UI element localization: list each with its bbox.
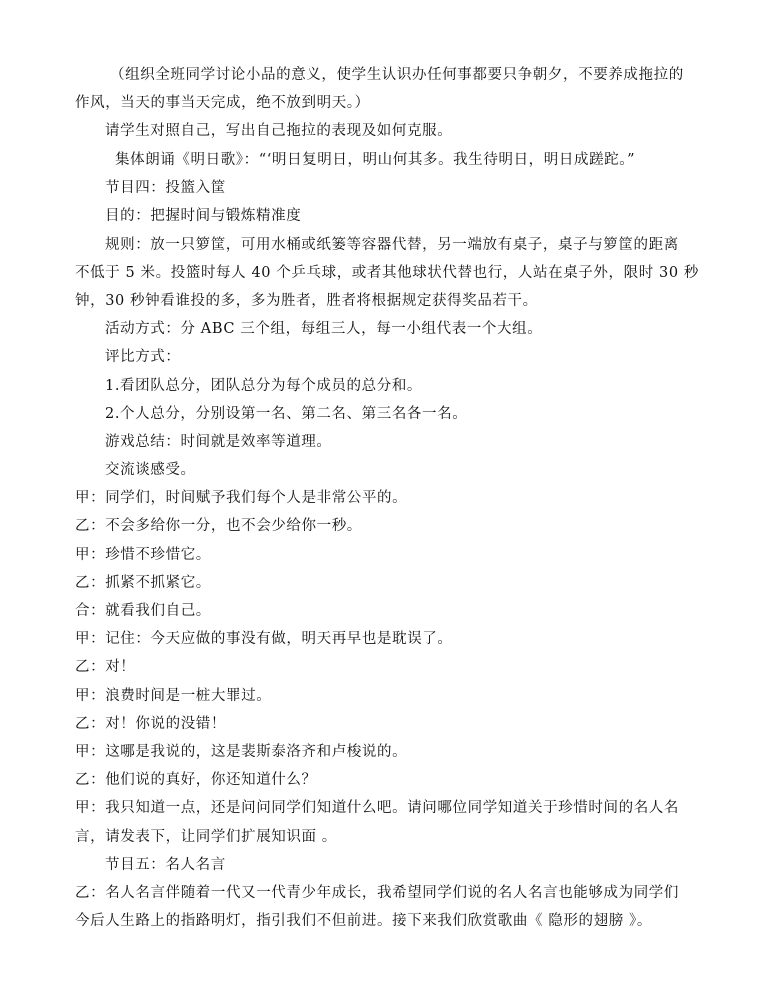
text-line: 作风，当天的事当天完成，绝不放到明天。） — [75, 95, 370, 111]
text-line: 游戏总结：时间就是效率等道理。 — [105, 434, 332, 450]
text-line: 目的：把握时间与锻炼精准度 — [105, 208, 302, 224]
text-line: 交流谈感受。 — [105, 462, 196, 478]
text-line: 评比方式： — [105, 349, 181, 365]
dialogue-line: 甲：我只知道一点，还是问问同学们知道什么吧。请问哪位同学知道关于珍惜时间的名人名 — [75, 800, 679, 816]
text-line: 请学生对照自己，写出自己拖拉的表现及如何克服。 — [105, 123, 453, 139]
dialogue-line: 甲：浪费时间是一桩大罪过。 — [75, 688, 272, 704]
dialogue-line: 甲：这哪是我说的，这是裴斯泰洛齐和卢梭说的。 — [75, 744, 408, 760]
section-heading: 节目五：名人名言 — [105, 857, 226, 873]
text-line: 不低于 5 米。投篮时每人 40 个乒乓球，或者其他球状代替也行，人站在桌子外，限时 30 秒 — [75, 265, 699, 281]
dialogue-line: 甲：同学们，时间赋予我们每个人是非常公平的。 — [75, 490, 408, 506]
text-line: （组织全班同学讨论小品的意义，使学生认识办任何事都要只争朝夕，不要养成拖拉的 — [110, 67, 684, 83]
dialogue-line: 今后人生路上的指路明灯，指引我们不但前进。接下来我们欣赏歌曲《 隐形的翅膀 》。 — [75, 913, 652, 929]
dialogue-line: 乙：不会多给你一分，也不会少给你一秒。 — [75, 518, 362, 534]
dialogue-line: 甲：记住：今天应做的事没有做，明天再早也是耽误了。 — [75, 631, 453, 647]
text-line: 活动方式：分 ABC 三个组，每组三人，每一小组代表一个大组。 — [105, 321, 543, 337]
section-heading: 节目四：投篮入筐 — [105, 180, 226, 196]
dialogue-line: 言，请发表下，让同学们扩展知识面 。 — [75, 829, 337, 845]
text-line: 集体朗诵《明日歌》：“‘明日复明日，明山何其多。我生待明日，明日成蹉跎。” — [115, 152, 636, 168]
dialogue-line: 乙：名人名言伴随着一代又一代青少年成长，我希望同学们说的名人名言也能够成为同学们 — [75, 885, 679, 901]
dialogue-line: 乙：对！你说的没错！ — [75, 716, 226, 732]
dialogue-line: 合：就看我们自己。 — [75, 603, 211, 619]
dialogue-line: 甲：珍惜不珍惜它。 — [75, 547, 211, 563]
dialogue-line: 乙：他们说的真好，你还知道什么？ — [75, 772, 317, 788]
dialogue-line: 乙：对！ — [75, 659, 136, 675]
dialogue-line: 乙：抓紧不抓紧它。 — [75, 575, 211, 591]
list-item: 1.看团队总分，团队总分为每个成员的总分和。 — [105, 378, 423, 394]
text-line: 规则：放一只箩筐，可用水桶或纸篓等容器代替，另一端放有桌子，桌子与箩筐的距离 — [105, 237, 679, 253]
text-line: 钟，30 秒钟看谁投的多，多为胜者，胜者将根据规定获得奖品若干。 — [75, 293, 538, 309]
list-item: 2.个人总分，分别设第一名、第二名、第三名各一名。 — [105, 406, 468, 422]
